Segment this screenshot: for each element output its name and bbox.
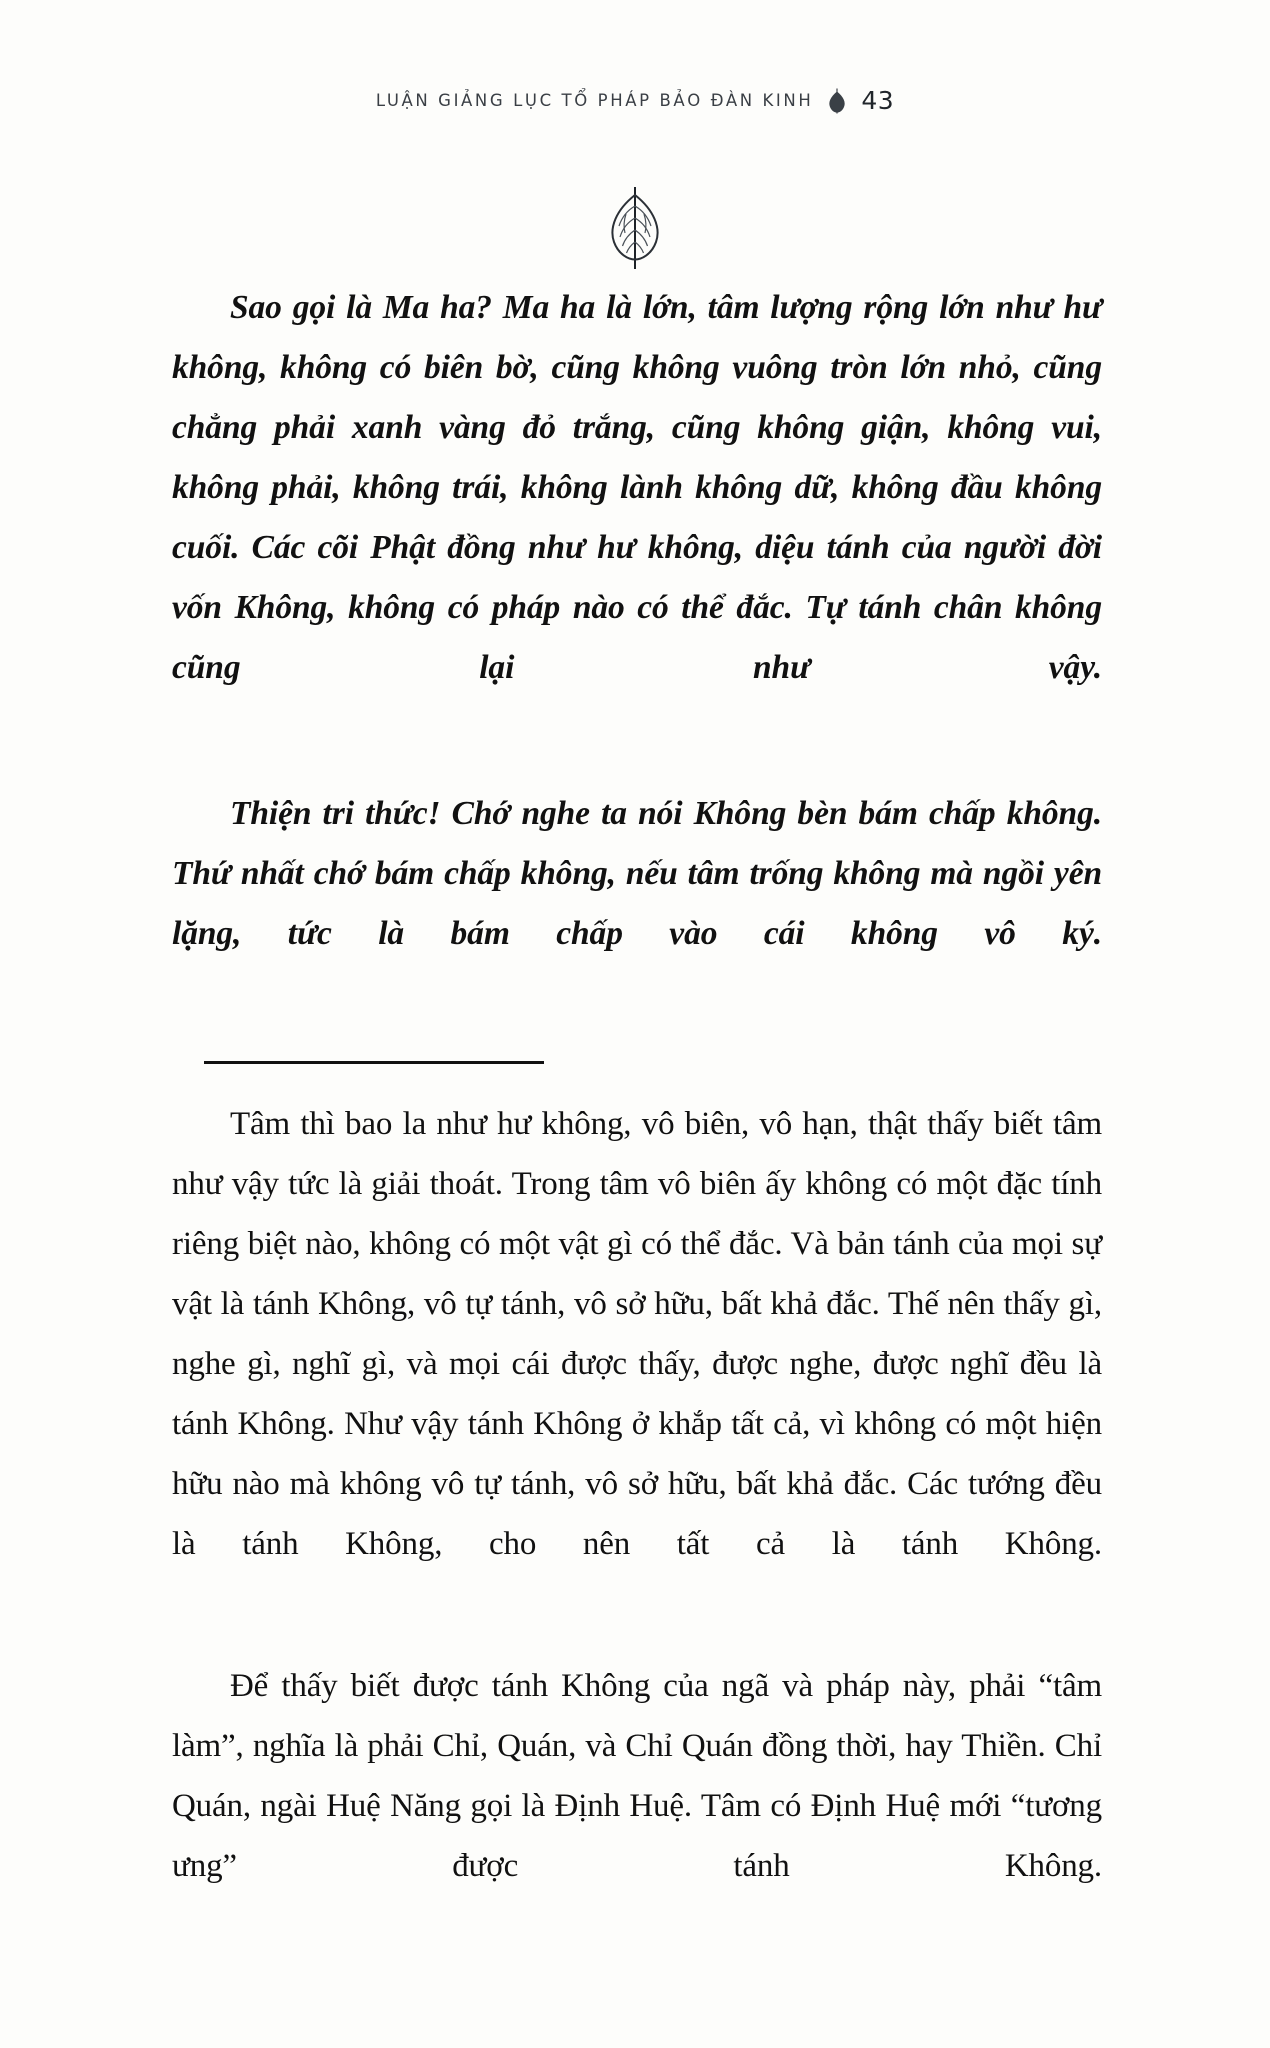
bodhi-leaf-ornament	[0, 186, 1270, 270]
running-header-title: LUẬN GIẢNG LỤC TỔ PHÁP BẢO ĐÀN KINH	[375, 91, 814, 110]
text-column	[172, 278, 1102, 1956]
commentary-body	[172, 1094, 1102, 1956]
quoted-sutra-passage	[172, 278, 1102, 1024]
quote-paragraph: Thiện tri thức! Chớ nghe ta nói Không bèn bám chấp không. Thứ nhất chớ bám chấp không, nếu tâm trống không mà ngồi yên lặng, tức là bám chấp vào cái không vô ký.	[172, 795, 1102, 952]
section-divider-rule	[204, 1061, 544, 1064]
quote-paragraph: Sao gọi là Ma ha? Ma ha là lớn, tâm lượng rộng lớn như hư không, không có biên bờ, cũng không vuông tròn lớn nhỏ, cũng chẳng phải xanh vàng đỏ trắng, cũng không giận, không vui, không phải, không trái, không lành không dữ, không đầu không cuối. Các cõi Phật đồng như hư không, diệu tánh của người đời vốn Không, không có pháp nào có thể đắc. Tự tánh chân không cũng lại như vậy.	[172, 289, 1102, 686]
body-paragraph: Tâm thì bao la như hư không, vô biên, vô hạn, thật thấy biết tâm như vậy tức là giải thoát. Trong tâm vô biên ấy không có một đặc tính riêng biệt nào, không có một vật gì có thể đắc. Và bản tánh của mọi sự vật là tánh Không, vô tự tánh, vô sở hữu, bất khả đắc. Thế nên thấy gì, nghe gì, nghĩ gì, và mọi cái được thấy, được nghe, được nghĩ đều là tánh Không. Như vậy tánh Không ở khắp tất cả, vì không có một hiện hữu nào mà không vô tự tánh, vô sở hữu, bất khả đắc. Các tướng đều là tánh Không, cho nên tất cả là tánh Không.	[172, 1106, 1102, 1562]
running-header	[0, 86, 1270, 115]
page-number: 43	[861, 86, 895, 115]
bodhi-leaf-icon	[827, 88, 847, 114]
body-paragraph: Để thấy biết được tánh Không của ngã và pháp này, phải “tâm làm”, nghĩa là phải Chỉ, Quán, và Chỉ Quán đồng thời, hay Thiền. Chỉ Quán, ngài Huệ Năng gọi là Định Huệ. Tâm có Định Huệ mới “tương ưng” được tánh Không.	[172, 1668, 1102, 1884]
